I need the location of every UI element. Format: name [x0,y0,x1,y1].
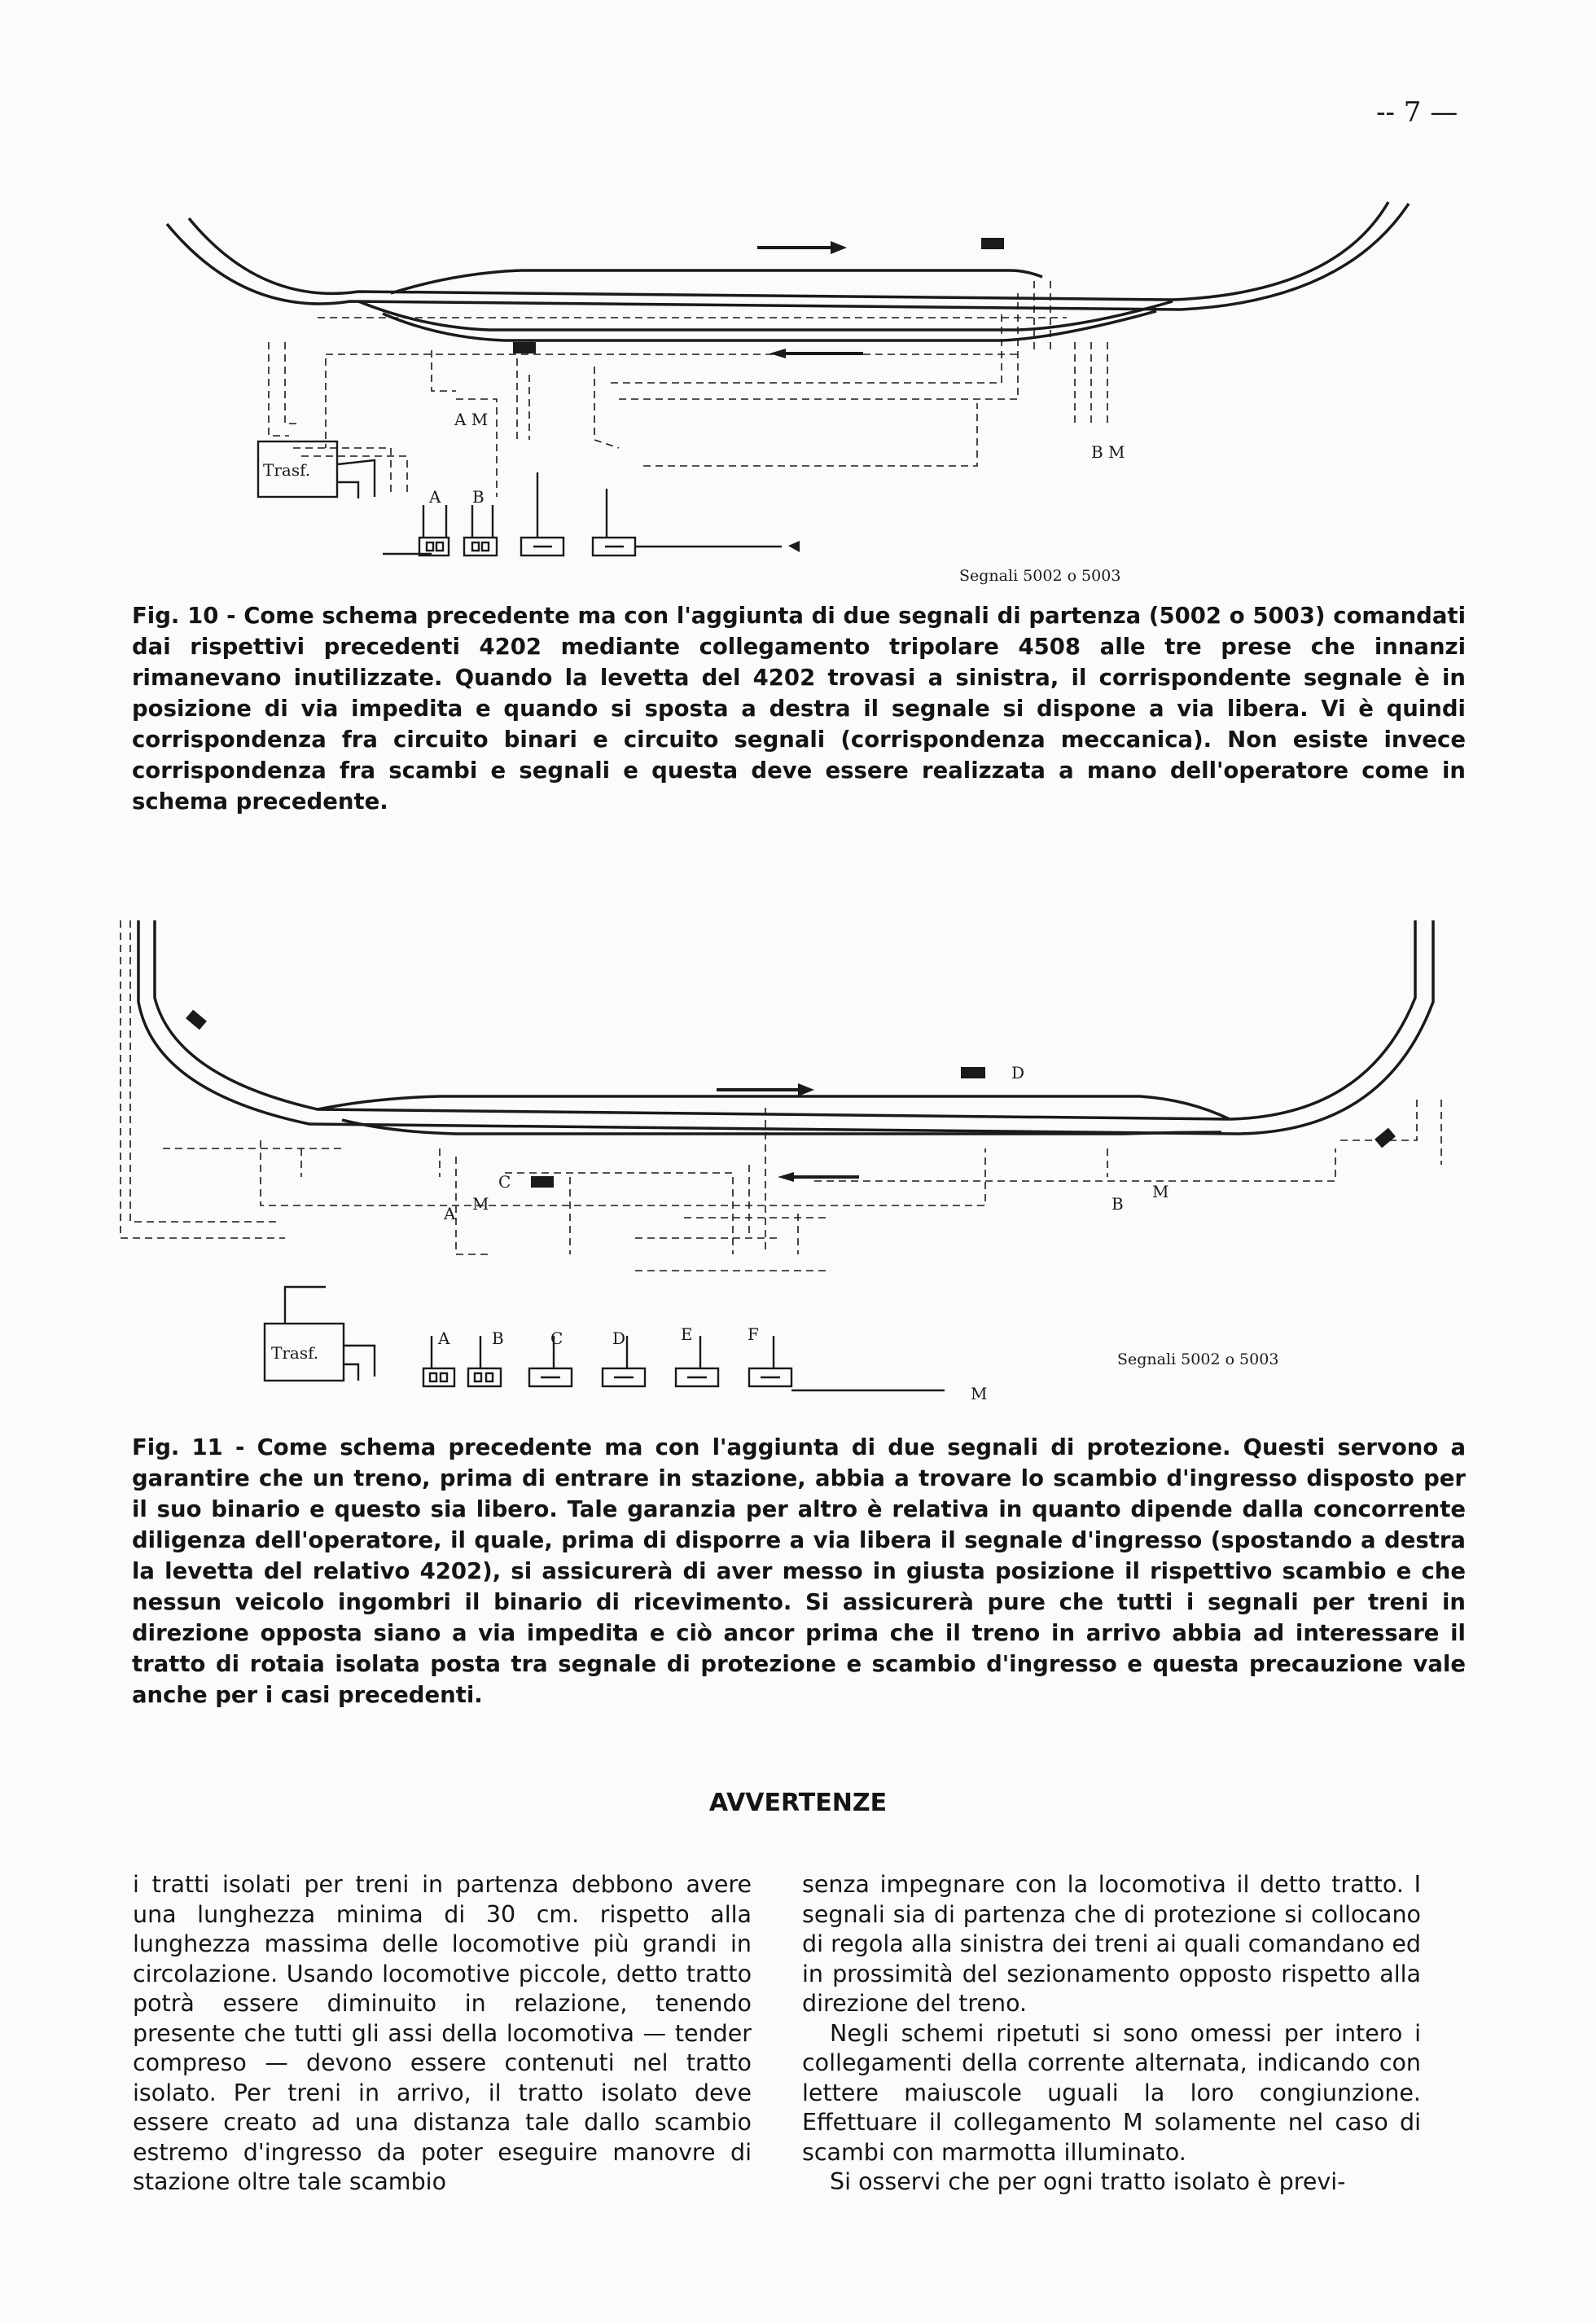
outer-track-inner-rail [189,202,1388,300]
label-e-bottom: E [681,1324,693,1344]
left-column [133,1870,752,2198]
label-b-m: B M [1091,442,1125,462]
label-a-bottom: A [438,1328,450,1348]
signal-icon-c [531,1176,554,1188]
signal-icon-right [1375,1128,1396,1148]
label-trasf: Trasf. [271,1343,319,1363]
signal-icon-left [186,1010,207,1030]
control-block-1 [423,1368,454,1386]
right-column-paragraph-2: Negli schemi ripetuti si sono omessi per intero i collegamenti della corrente alternata, indicando con lettere maiuscole uguali la loro congiunzione. Effettuare il collegamento M solamente nel caso di scambi con marmotta illuminato. [802,2019,1421,2166]
figure-11-wiring-diagram [0,896,1596,1434]
direction-arrow-right [757,241,847,254]
direction-arrow-right [717,1083,814,1096]
page-number: -- 7 — [1376,96,1458,129]
left-column-paragraph: i tratti isolati per treni in partenza debbono avere una lunghezza minima di 30 cm. rispetto alla lunghezza massima delle locomotive più grandi in circolazione. Usando locomotive piccole, detto tratto potrà essere diminuito in relazione, tenendo presente che tutti gli assi della locomotiva — tender compreso — devono essere contenuti nel tratto isolato. Per treni in arrivo, il tratto isolato deve essere creato ad una distanza tale dallo scambio estremo d'ingresso da poter eseguire manovre di stazione oltre tale scambio [133,1871,752,2195]
figure-11-svg [0,896,1596,1434]
direction-arrow-left [770,349,863,358]
label-trasf: Trasf. [263,460,311,480]
label-f-bottom: F [748,1324,759,1344]
label-b-bottom: B [492,1328,504,1348]
label-b: B [472,487,484,507]
section-heading: AVVERTENZE [708,1789,888,1817]
label-segnali: Segnali 5002 o 5003 [1117,1350,1279,1368]
label-b-signal: B [1112,1194,1124,1214]
control-block-2 [464,538,497,556]
label-c-bottom: C [550,1328,563,1348]
signal-icon-d [961,1067,985,1078]
figure-10-wiring-diagram [0,179,1596,603]
figure-10-caption: Fig. 10 - Come schema precedente ma con l'aggiunta di due segnali di partenza (5002 o 5003) comandati dai rispettivi precedenti 4202 mediante collegamento tripolare 4508 alle tre prese che innanzi rimanevano inutilizzate. Quando la levetta del 4202 trovasi a sinistra, il corrispondente segnale è in posizione di via impedita e quando si sposta a destra il segnale si dispone a via libera. Vi è quindi corrispondenza fra circuito binari e circuito segnali (corrispondenza meccanica). Non esiste invece corrispondenza fra scambi e segnali e questa deve essere realizzata a mano dell'operatore come in schema precedente. [132,603,1466,815]
signal-icon-b [981,238,1004,249]
upper-siding [391,270,1042,293]
label-m-bottom: M [971,1384,988,1403]
label-segnali: Segnali 5002 o 5003 [959,567,1121,585]
signal-icon-a [513,342,536,354]
right-column-paragraph-1: senza impegnare con la locomotiva il detto tratto. I segnali sia di partenza che di protezione si collocano di regola alla sinistra dei treni ai quali comandano ed in prossimità del sezionamento opposto rispetto alla direzione del treno. [802,1871,1421,2017]
right-column [802,1870,1421,2198]
label-c-signal: C [498,1172,511,1192]
label-a: A [429,487,441,507]
label-m-signal-left: M [472,1194,489,1214]
direction-arrow-left [778,1172,859,1182]
label-a-m: A M [454,410,489,429]
label-d-signal: D [1011,1063,1025,1082]
station-track-1 [318,1096,1230,1119]
right-column-paragraph-3: Si osservi che per ogni tratto isolato è previ- [830,2168,1346,2195]
figure-10-svg [0,179,1596,603]
control-block-2 [468,1368,501,1386]
label-d-bottom: D [612,1328,626,1348]
label-a-signal: A [444,1204,456,1223]
figure-11-caption: Fig. 11 - Come schema precedente ma con l'aggiunta di due segnali di protezione. Questi servono a garantire che un treno, prima di entrare in stazione, abbia a trovare lo scambio d'ingresso disposto per il suo binario e questo sia libero. Tale garanzia per altro è relativa in quanto dipende dalla concorrente diligenza dell'operatore, il quale, prima di disporre a via libera il segnale d'ingresso (spostando a destra la levetta del relativo 4202), si assicurerà di aver messo in giusta posizione il rispettivo scambio e che nessun veicolo ingombri il binario di ricevimento. Si assicurerà pure che tutti i segnali per treni in direzione opposta siano a via impedita e ciò ancor prima che il treno in arrivo abbia ad interessare il tratto di rotaia isolata posta tra segnale di protezione e scambio d'ingresso e questa precauzione vale anche per i casi precedenti. [132,1434,1466,1708]
outer-track-outer-rail [138,920,1433,1134]
station-track-2 [383,311,1156,340]
label-m-signal-right: M [1152,1182,1169,1201]
